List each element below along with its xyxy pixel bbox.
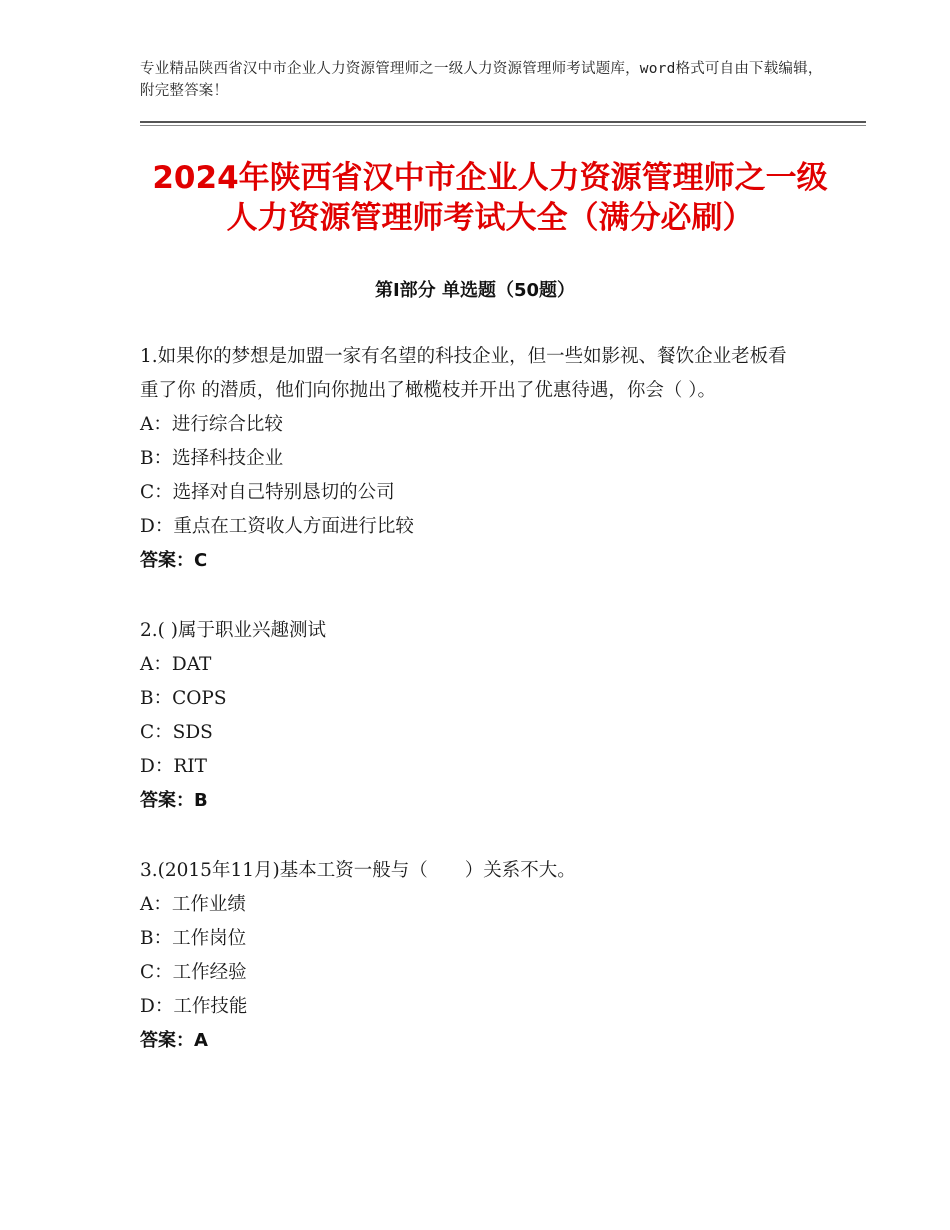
question-list [140,340,800,1094]
answer: 答案：A [140,1030,208,1051]
option-b: B：COPS [140,688,227,709]
option-d: D：RIT [140,756,207,777]
section-title: 第Ⅰ部分 单选题（50题） [374,280,575,301]
question-stem: 1.如果你的梦想是加盟一家有名望的科技企业，但一些如影视、餐饮企业老板看重了你 的潜质，他们向你抛出了橄榄枝并开出了优惠待遇，你会（ ）。 [140,346,787,401]
header-divider-thick [140,121,866,123]
option-a: A：进行综合比较 [140,414,283,435]
option-b: B：选择科技企业 [140,448,284,469]
answer: 答案：C [140,550,208,571]
option-b: B：工作岗位 [140,928,247,949]
option-d: D：重点在工资收人方面进行比较 [140,516,414,537]
option-a: A：DAT [140,654,212,675]
option-c: C：工作经验 [140,962,247,983]
option-c: C：SDS [140,722,213,743]
document-title: 2024年陕西省汉中市企业人力资源管理师之一级人力资源管理师考试大全（满分必刷） [152,160,828,236]
option-a: A：工作业绩 [140,894,246,915]
question-2 [140,614,800,818]
answer: 答案：B [140,790,208,811]
header-note: 专业精品陕西省汉中市企业人力资源管理师之一级人力资源管理师考试题库，word格式可自由下载编辑，附完整答案！ [140,61,823,99]
option-d: D：工作技能 [140,996,248,1017]
question-stem: 2.( )属于职业兴趣测试 [140,620,326,641]
option-c: C：选择对自己特别恳切的公司 [140,482,395,503]
question-1 [140,340,800,578]
question-3 [140,854,800,1058]
header-divider-thin [140,125,866,126]
question-stem: 3.(2015年11月)基本工资一般与（ ）关系不大。 [140,860,576,881]
